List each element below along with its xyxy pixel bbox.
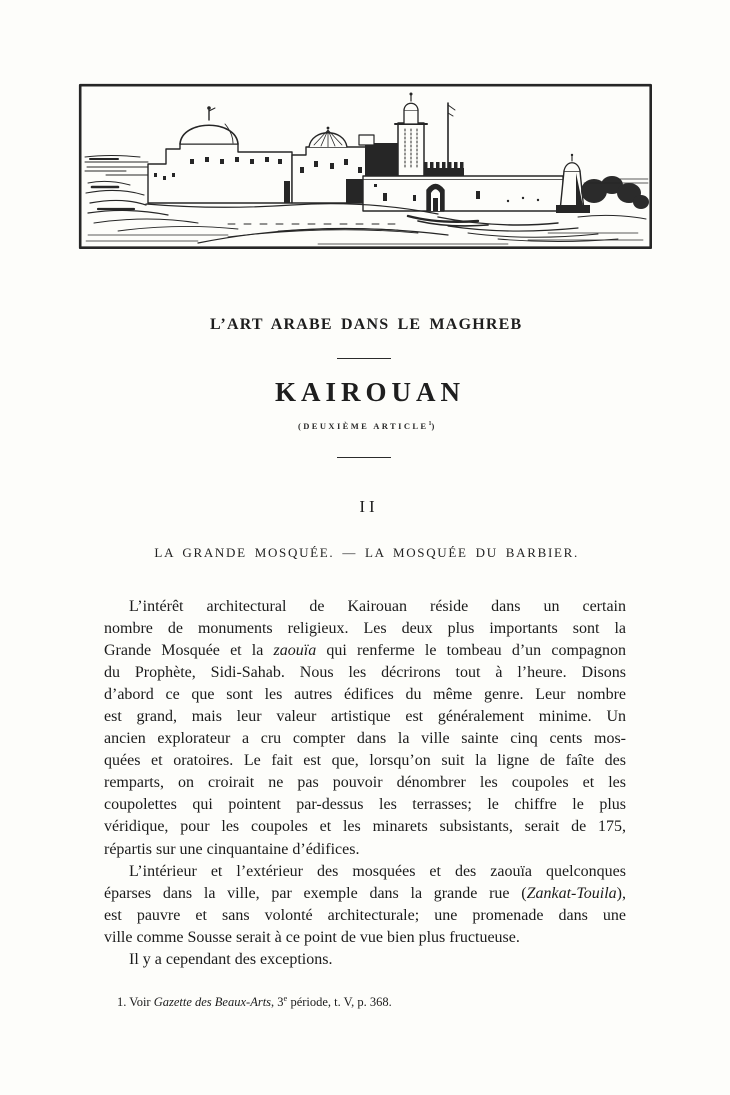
text-run: Il y a cependant des exceptions. [129,950,333,968]
text-line [104,949,626,971]
text-run: période, t. V, p. 368. [287,995,392,1010]
text-line [104,927,626,949]
text-line [104,662,626,684]
italic-text: zaouïa [273,642,317,660]
series-title: L’ART ARABE DANS LE MAGHREB [210,316,523,333]
text-line [104,750,626,772]
text-line [104,706,626,728]
text-run: remparts, on croirait ne pas pouvoir dénombrer les coupoles et les [104,774,626,792]
section-title: LA GRANDE MOSQUÉE. — LA MOSQUÉE DU BARBIER. [154,545,579,560]
section-number: II [359,497,379,516]
text-line [104,618,626,640]
text-line [104,883,626,905]
text-line [104,640,626,662]
text-line [104,596,626,618]
text-run: , 3 [271,995,284,1010]
text-run: éparses dans la ville, par exemple dans la grande rue ( [104,884,527,902]
text-line [104,839,626,861]
subtitle-footnote-ref: 1 [428,421,432,428]
text-run: Grande Mosquée et la [104,642,274,660]
article-title: KAIROUAN [274,377,465,407]
text-line [104,794,626,816]
subtitle-close: ) [431,421,437,431]
text-run: L’intérieur et l’extérieur des mosquées et des zaouïa quelconques [129,862,626,880]
footnote-line [117,993,617,1010]
text-run: ville comme Sousse serait à ce point de vue bien plus fructueuse. [104,928,520,946]
divider-rule-bottom [337,457,391,458]
text-line [104,816,626,838]
italic-text: Gazette des Beaux-Arts [153,995,272,1010]
text-run: d’abord ce que sont les autres édifices du même genre. Leur nombre [104,686,626,704]
text-run: ), [616,884,626,902]
text-run: coupolettes qui pointent par-dessus les terrasses; le chiffre le plus [104,796,626,814]
text-line [104,861,626,883]
engraving-kairouan-view-drawing [78,83,653,250]
subtitle-text: (DEUXIÈME ARTICLE [298,421,429,431]
divider-rule-top [337,358,391,359]
text-line [104,905,626,927]
text-run: est grand, mais leur valeur artistique est généralement minime. Un [104,708,626,726]
text-run: qui renferme le tombeau d’un compagnon [316,642,626,660]
engraving-illustration [78,83,653,250]
text-run: nombre de monuments religieux. Les deux plus importants sont la [104,620,626,638]
footnote [117,993,617,1010]
superscript-text: e [283,993,288,1003]
text-line [104,728,626,750]
text-line [104,684,626,706]
text-run: répartis sur une cinquantaine d’édifices. [104,840,360,858]
italic-text: Zankat-Touila [526,884,617,902]
article-subtitle [0,421,730,431]
text-run: 1. Voir [117,995,154,1010]
text-run: L’intérêt architectural de Kairouan réside dans un certain [129,598,626,615]
text-run: véridique, pour les coupoles et les minarets subsistants, serait de 175, [104,818,626,836]
text-run: est pauvre et sans volonté architecturale; une promenade dans une [104,906,626,924]
text-line [104,772,626,794]
body-text [104,596,626,971]
text-run: du Prophète, Sidi-Sahab. Nous les décrirons tout à l’heure. Disons [104,664,626,682]
text-run: quées et oratoires. Le fait est que, lorsqu’on suit la ligne de faîte des [104,752,626,770]
text-run: ancien explorateur a cru compter dans la ville sainte cinq cents mos- [104,730,626,748]
